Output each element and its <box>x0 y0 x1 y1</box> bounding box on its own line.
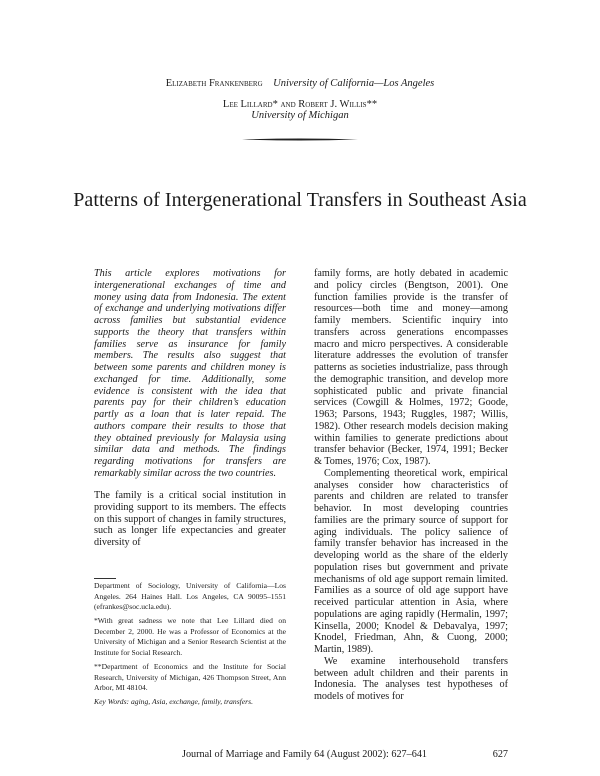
right-paragraph-3: We examine interhousehold transfers between adult children and their parents in Indonesia. The analyses test hypotheses of models of motives for <box>314 655 508 702</box>
author-frankenberg: Elizabeth Frankenberg <box>165 78 263 89</box>
intro-paragraph: The family is a critical social institution in providing support to its members. The effects on this support of changes in family structures, such as longer life expectancies and greater diversity of <box>94 490 286 548</box>
footnote-lillard: *With great sadness we note that Lee Lillard died on December 2, 2000. He was a Professor of Economics at the University of Michigan and a Senior Research Scientist at the Institute for Social Research. <box>94 616 286 657</box>
affiliation-michigan: University of Michigan <box>251 110 349 121</box>
footnote-affiliation-1: Department of Sociology, University of California—Los Angeles. 264 Haines Hall. Los Angeles, CA 90095–1551 (efrankes@soc.ucla.edu). <box>94 581 286 611</box>
journal-citation: Journal of Marriage and Family 64 (August 2002): 627–641 <box>182 749 428 760</box>
right-paragraph-1: family forms, are hotly debated in academic and policy circles (Bengtson, 2001). One function families provide is the transfer of resources—both time and money—among family members. Scientific inquiry into transfers across generations encompasses macro and micro perspectives. A considerable literature addresses the evolution of transfer patterns as societies industrialize, pass through the demographic transition, and develop more sophisticated public and private financial services (Cowgill & Holmes, 1972; Goode, 1963; Parsons, 1943; Ruggles, 1987; Willis, 1982). Other research models decision making within families to generate predictions about transfer behavior (Becker, 1974, 1991; Becker & Tomes, 1976; Cox, 1987). <box>314 268 508 467</box>
page-number: 627 <box>492 749 508 760</box>
affiliation-ucla: University of California—Los Angeles <box>273 78 435 89</box>
article-title: Patterns of Intergenerational Transfers in Southeast Asia <box>73 189 527 211</box>
decorative-rule <box>242 138 358 141</box>
abstract: This article explores motivations for intergenerational exchanges of time and money using data from Indonesia. The extent of exchange and underlying motivations differ across families but substantial evidence supports the theory that transfers within families serve as insurance for family members. The results also suggest that between some parents and children money is exchanged for time. Additionally, some evidence is consistent with the idea that parents pay for their children’s education partly as a loan that is later repaid. The authors compare their results to those that they obtained previously for Malaysia using similar data and methods. The findings regarding motivations for transfers are remarkably similar across the two countries. <box>94 268 286 479</box>
keywords: Key Words: aging, Asia, exchange, family, transfers. <box>94 697 253 706</box>
footnote-divider <box>94 578 116 579</box>
author-line-1 <box>0 78 600 89</box>
author-lillard-willis: Lee Lillard* and Robert J. Willis** <box>222 99 378 110</box>
right-paragraph-2: Complementing theoretical work, empirical analyses consider how characteristics of parents and children are related to transfer behavior. In most developing countries families are the primary source of support for aging individuals. The policy salience of family transfer behavior has increased in the developing world as the share of the elderly population rises but government and private mechanisms of old age support remain limited. Families as a source of old age support have received particular attention in Asia, where populations are aging rapidly (Hermalin, 1997; Kinsella, 2000; Knodel & Debavalya, 1997; Knodel, Friedman, Ahn, & Cuong, 2000; Martin, 1989). <box>314 467 508 655</box>
footnote-willis: **Department of Economics and the Institute for Social Research, University of Michigan, 426 Thompson Street, Ann Arbor, MI 48104. <box>94 662 286 692</box>
right-column <box>314 268 508 703</box>
